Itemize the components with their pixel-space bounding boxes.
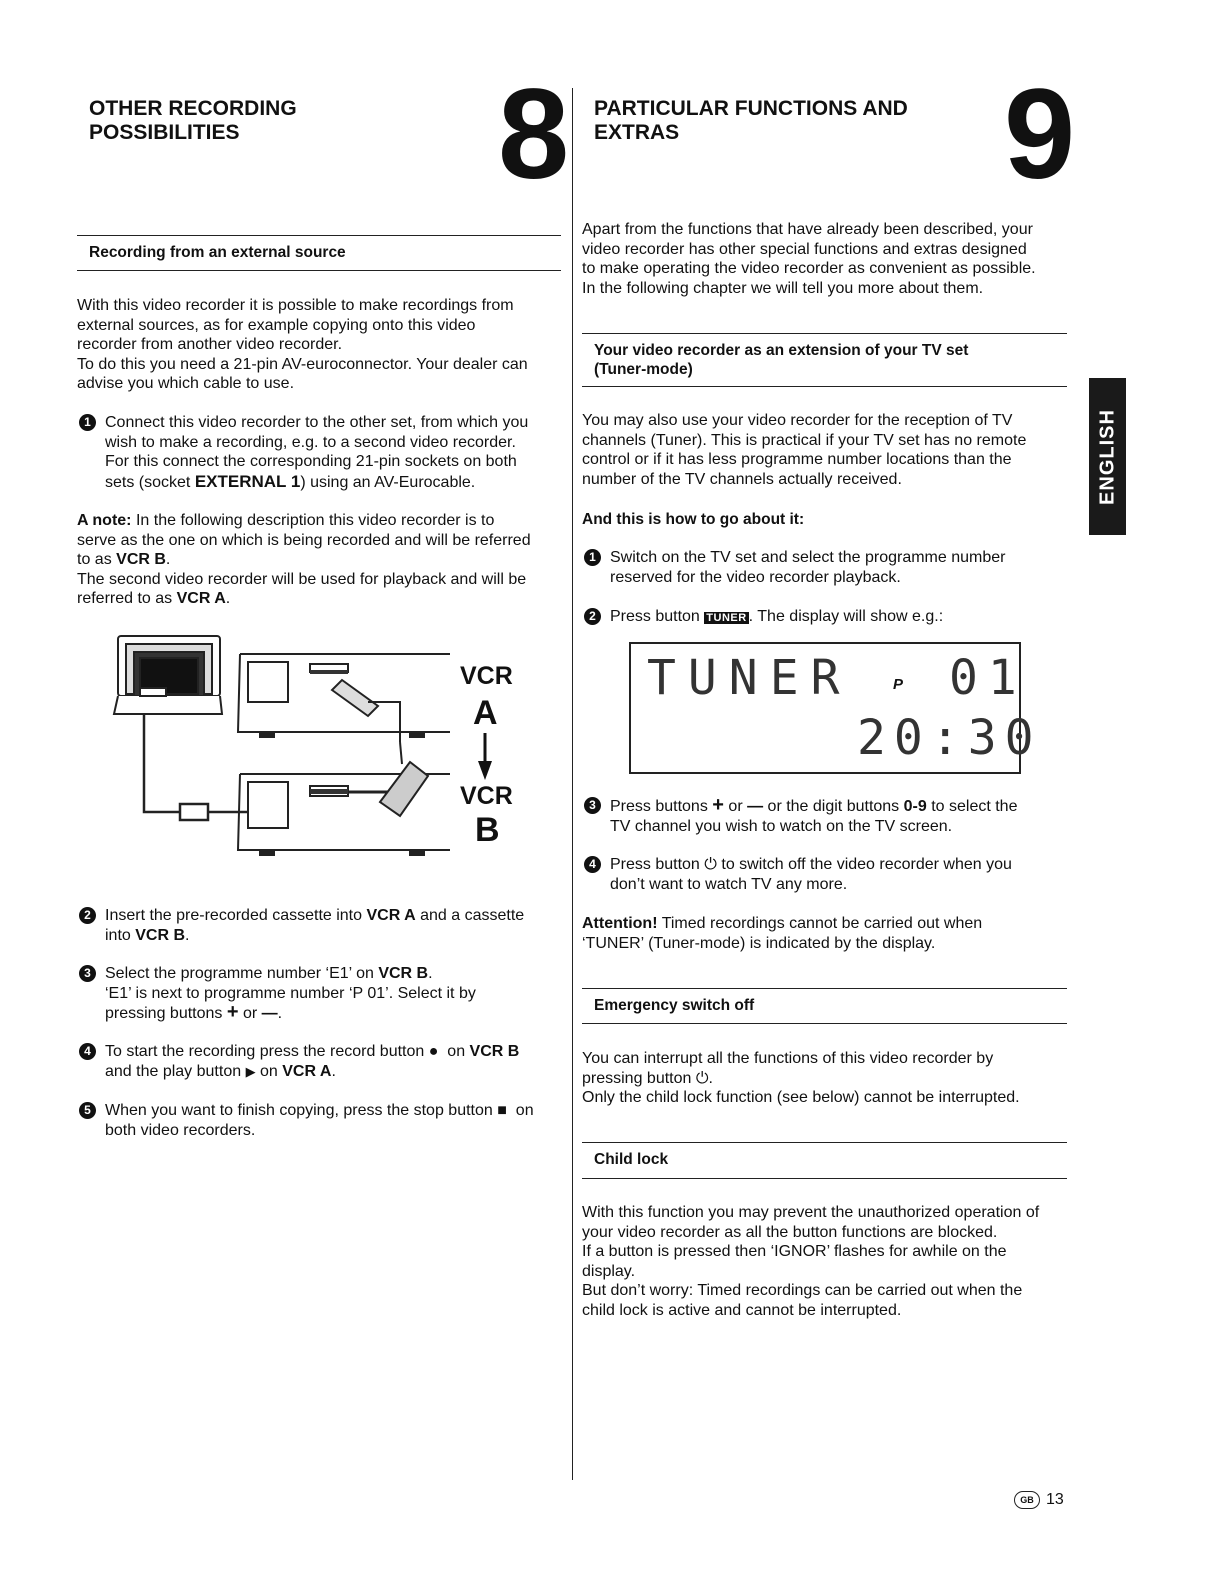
text-fragment: . — [331, 1062, 336, 1080]
tuner-step-4 — [584, 855, 1074, 894]
vcr-a-letter — [473, 694, 498, 733]
text-line: ‘E1’ is next to programme number ‘P 01’. Select it by — [105, 984, 476, 1002]
text-line: reserved for the video recorder playback. — [610, 568, 901, 586]
text-fragment: to switch off the video recorder when you — [716, 856, 1012, 873]
vcr-a-illustration — [238, 654, 450, 742]
display-p-indicator: P — [893, 676, 904, 693]
step-number: 4 — [584, 856, 601, 873]
tuner-step-2 — [584, 607, 1074, 629]
text-fragment: To start the recording press the record button — [105, 1043, 429, 1060]
tv-set-illustration — [114, 636, 222, 714]
text-line: With this video recorder it is possible to make recordings from — [77, 297, 514, 314]
emergency-title: Emergency switch off — [594, 997, 755, 1014]
text-fragment: . — [225, 590, 231, 607]
emergency-rule-top — [582, 988, 1067, 989]
chapter-8-number: 8 — [498, 63, 566, 206]
step-3-select — [79, 964, 569, 1024]
text-line: channels (Tuner). This is practical if your TV set has no remote — [582, 431, 1027, 449]
display-time: 20:30 — [857, 710, 1042, 766]
step-number: 3 — [584, 797, 601, 814]
chapter-8-title-line2: POSSIBILITIES — [89, 121, 240, 144]
vcr-b-label-text: VCR — [460, 782, 513, 810]
text-line: To do this you need a 21-pin AV-euroconnector. Your dealer can — [77, 355, 528, 373]
text-fragment: on — [255, 1062, 283, 1080]
chapter-9-intro — [582, 220, 1072, 298]
text-line: video recorder has other special functions and extras designed — [582, 240, 1027, 258]
text-line: For this connect the corresponding 21-pin sockets on both — [105, 453, 517, 470]
step-number: 1 — [79, 414, 96, 431]
text-line: Connect this video recorder to the other set, from which you — [105, 414, 529, 431]
chapter-9-number: 9 — [1004, 63, 1072, 206]
text-fragment: When you want to finish copying, press the stop button — [105, 1102, 498, 1119]
text-line: serve as the one on which is being recorded and will be referred — [77, 531, 531, 549]
text-fragment: or — [723, 798, 748, 815]
chapter-8-title-line1: OTHER RECORDING — [89, 97, 297, 120]
step-4-start-recording — [79, 1042, 569, 1081]
text-line: don’t want to watch TV any more. — [610, 875, 848, 893]
step-number: 2 — [584, 608, 601, 625]
note-paragraph — [77, 511, 567, 609]
step-number: 4 — [79, 1043, 96, 1060]
text-line: If a button is pressed then ‘IGNOR’ flashes for awhile on the — [582, 1243, 1007, 1260]
section-rule-top — [77, 235, 561, 236]
text-bold: VCR A — [366, 907, 416, 924]
text-line: You can interrupt all the functions of this video recorder by — [582, 1050, 994, 1067]
text-line: external sources, as for example copying onto this video — [77, 316, 476, 334]
vcr-display — [629, 642, 1042, 774]
chapter-8-title — [89, 97, 297, 145]
vcr-a-letter-text: A — [473, 694, 498, 732]
text-line: With this function you may prevent the unauthorized operation of — [582, 1204, 1040, 1221]
vcr-a-label-text: VCR — [460, 662, 513, 690]
plus-icon: + — [226, 1001, 239, 1023]
vcr-b-illustration — [238, 742, 450, 855]
vcr-b-letter — [475, 811, 500, 850]
child-lock-title: Child lock — [594, 1151, 669, 1168]
text-fragment: . — [165, 551, 171, 568]
text-fragment: into — [105, 926, 136, 944]
chapter-9-title — [594, 97, 908, 145]
child-lock-body — [582, 1203, 1072, 1320]
text-line: your video recorder as all the button functions are blocked. — [582, 1223, 998, 1241]
text-line: advise you which cable to use. — [77, 375, 295, 392]
text-line: number of the TV channels actually received. — [582, 470, 902, 488]
text-line: to make operating the video recorder as convenient as possible. — [582, 260, 1036, 277]
play-icon: ▶ — [245, 1063, 256, 1079]
text-fragment: . — [708, 1069, 713, 1087]
column-divider — [572, 88, 573, 1480]
plus-icon: + — [712, 794, 724, 816]
text-line: Only the child lock function (see below) cannot be interrupted. — [582, 1089, 1020, 1106]
text-bold: VCR B — [378, 965, 429, 982]
text-bold: VCR B — [135, 926, 186, 944]
how-to-heading: And this is how to go about it: — [582, 511, 805, 528]
text-fragment: or the digit buttons — [763, 798, 904, 815]
av-cable — [144, 714, 248, 820]
text-line: You may also use your video recorder for the reception of TV — [582, 412, 1013, 429]
text-fragment: and the play button — [105, 1062, 246, 1080]
text-fragment: In the following description this video recorder is to — [131, 512, 495, 529]
text-fragment: sets (socket — [105, 473, 195, 491]
tuner-section-rule-top — [582, 333, 1067, 334]
tuner-section-title — [594, 341, 968, 379]
text-fragment: pressing button — [582, 1069, 696, 1087]
text-bold: VCR B — [116, 551, 166, 568]
step-2-insert — [79, 906, 569, 945]
text-fragment: referred to as — [77, 590, 177, 607]
text-line: TV channel you wish to watch on the TV screen. — [610, 817, 953, 835]
text-line: wish to make a recording, e.g. to a second video recorder. — [105, 433, 516, 451]
vcr-a-label — [460, 662, 513, 691]
step-5-finish — [79, 1101, 569, 1140]
text-bold: 0-9 — [903, 798, 927, 815]
text-fragment: on — [438, 1043, 470, 1060]
power-icon: ⏻ — [695, 1069, 709, 1087]
text-fragment: . — [428, 965, 433, 982]
vcr-b-label — [460, 782, 513, 811]
text-line: The second video recorder will be used for playback and will be — [77, 570, 527, 588]
text-line: control or if it has less programme number locations than the — [582, 451, 1012, 468]
text-fragment: Insert the pre-recorded cassette into — [105, 907, 367, 924]
tuner-step-3 — [584, 796, 1074, 836]
child-lock-rule-bottom — [582, 1178, 1067, 1179]
text-line: Switch on the TV set and select the programme number — [610, 549, 1006, 566]
language-tab — [1089, 378, 1126, 535]
text-bold: VCR A — [176, 590, 226, 607]
text-fragment: ) using an AV-Eurocable. — [300, 473, 476, 491]
text-line: (Tuner-mode) — [594, 361, 693, 378]
text-fragment: or — [238, 1005, 262, 1022]
attention-label: Attention! — [582, 915, 658, 932]
language-tab-label: ENGLISH — [1096, 408, 1118, 505]
step-number: 3 — [79, 965, 96, 982]
text-fragment: Press button — [610, 856, 705, 873]
text-fragment: Press buttons — [610, 798, 713, 815]
display-channel: 01 — [949, 650, 1027, 706]
power-icon: ⏻ — [704, 856, 717, 873]
text-line: Your video recorder as an extension of your TV set — [594, 342, 969, 359]
text-fragment: . — [185, 926, 190, 944]
socket-name: EXTERNAL 1 — [194, 471, 301, 491]
text-line: child lock is active and cannot be interrupted. — [582, 1301, 902, 1319]
display-text: TUNER — [647, 650, 852, 706]
text-bold: VCR B — [469, 1043, 520, 1060]
chapter-9-title-line1: PARTICULAR FUNCTIONS AND — [594, 97, 908, 120]
tuner-section-rule-bottom — [582, 386, 1067, 387]
page-number: 13 — [1046, 1491, 1064, 1509]
text-fragment: Select the programme number ‘E1’ on — [105, 965, 379, 982]
child-lock-rule-top — [582, 1142, 1067, 1143]
text-fragment: to as — [77, 551, 117, 568]
minus-icon: — — [747, 798, 764, 815]
step-number: 2 — [79, 907, 96, 924]
text-line: But don’t worry: Timed recordings can be carried out when the — [582, 1282, 1023, 1299]
region-badge: GB — [1014, 1491, 1040, 1509]
text-line: both video recorders. — [105, 1121, 256, 1139]
down-arrow-icon — [477, 733, 493, 781]
step-1-connect — [79, 413, 569, 492]
text-line: ‘TUNER’ (Tuner-mode) is indicated by the display. — [582, 934, 936, 952]
minus-icon: — — [261, 1005, 278, 1022]
intro-paragraph — [77, 296, 567, 394]
text-line: recorder from another video recorder. — [77, 336, 343, 353]
tuner-button-symbol: TUNER — [706, 612, 747, 624]
text-fragment: and a cassette — [415, 907, 525, 924]
text-fragment: on — [506, 1102, 534, 1119]
tuner-body — [582, 411, 1072, 489]
text-line: In the following chapter we will tell you more about them. — [582, 279, 984, 297]
text-line: Apart from the functions that have already been described, your — [582, 221, 1033, 238]
text-bold: VCR A — [282, 1062, 332, 1080]
attention-note — [582, 914, 1072, 953]
text-fragment: Press button — [610, 608, 705, 625]
text-fragment: to select the — [926, 798, 1018, 815]
page-footer — [1014, 1491, 1064, 1509]
text-fragment: . The display will show e.g.: — [748, 608, 944, 625]
note-label: A note: — [77, 512, 132, 529]
section-title-external-source: Recording from an external source — [89, 244, 346, 261]
vcr-b-letter-text: B — [475, 811, 500, 849]
text-fragment: pressing buttons — [105, 1005, 227, 1022]
chapter-9-title-line2: EXTRAS — [594, 121, 680, 144]
section-rule-bottom — [77, 270, 561, 271]
stop-icon: ■ — [497, 1102, 507, 1119]
record-icon: ● — [428, 1043, 439, 1060]
text-fragment: . — [277, 1005, 283, 1022]
emergency-body — [582, 1049, 1072, 1108]
tuner-step-1 — [584, 548, 1074, 587]
step-number: 5 — [79, 1102, 96, 1119]
text-fragment: Timed recordings cannot be carried out when — [657, 915, 983, 932]
step-number: 1 — [584, 549, 601, 566]
emergency-rule-bottom — [582, 1023, 1067, 1024]
text-line: display. — [582, 1262, 636, 1280]
